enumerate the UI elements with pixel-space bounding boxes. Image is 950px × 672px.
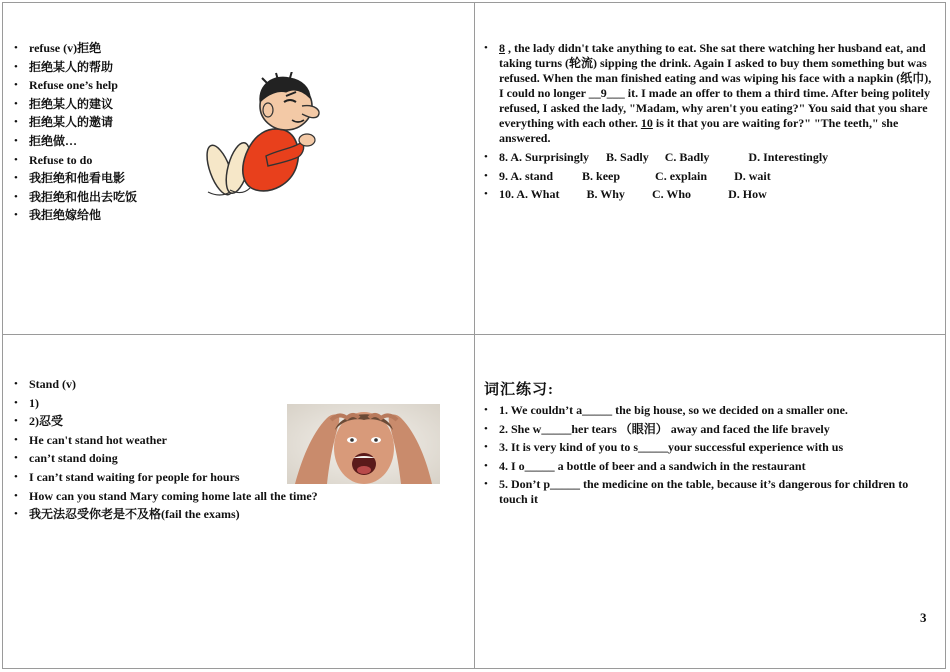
question-9 — [484, 169, 932, 184]
option-c: C. Who — [651, 187, 692, 202]
left-border — [2, 2, 3, 669]
question-8 — [484, 150, 932, 165]
question-number: 9. — [499, 168, 508, 183]
question-number: 8. — [499, 150, 508, 164]
list-item: • 我拒绝嫁给他 — [14, 208, 214, 223]
exercise-item: • 3. It is very kind of you to s_____your successful experience with us — [484, 440, 932, 455]
passage-paragraph — [484, 41, 932, 146]
list-item: • He can't stand hot weather — [14, 433, 454, 448]
list-item: • Refuse one’s help — [14, 78, 214, 93]
blank-10: 10 — [640, 116, 653, 130]
vocab-list — [484, 403, 932, 507]
blank-9: 9 — [600, 86, 607, 100]
slide-refuse — [14, 41, 214, 227]
list-item: • Refuse to do — [14, 153, 214, 168]
option-a: A. Surprisingly — [510, 150, 590, 164]
option-a: A. What — [516, 187, 560, 202]
list-item: • refuse (v)拒绝 — [14, 41, 214, 56]
list-item: • 拒绝某人的建议 — [14, 97, 214, 112]
list-item: • 1) — [14, 396, 454, 411]
list-item: • can’t stand doing — [14, 451, 454, 466]
option-d: D. Interestingly — [748, 150, 829, 164]
list-item: • 2)忍受 — [14, 414, 454, 429]
passage-text-3: is it that you are waiting for?" "The teeth," she answered. — [499, 116, 899, 145]
list-item: • Stand (v) — [14, 377, 454, 392]
refuse-list — [14, 41, 214, 223]
list-item: • 我无法忍受你老是不及格(fail the exams) — [14, 507, 454, 522]
option-d: D. wait — [734, 168, 771, 183]
screaming-man-photo — [287, 404, 440, 484]
list-item: • 我拒绝和他看电影 — [14, 171, 214, 186]
list-item: • 拒绝做… — [14, 134, 214, 149]
option-c: C. Badly — [664, 150, 710, 164]
exercise-item: • 4. I o_____ a bottle of beer and a sandwich in the restaurant — [484, 459, 932, 474]
list-item: • I can’t stand waiting for people for hours — [14, 470, 454, 485]
list-item: • How can you stand Mary coming home late all the time? — [14, 489, 454, 504]
slide-vocab-exercise — [484, 378, 932, 511]
refusing-man-cartoon — [198, 72, 330, 204]
list-item: • 拒绝某人的邀请 — [14, 115, 214, 130]
list-item: • 我拒绝和他出去吃饭 — [14, 190, 214, 205]
question-number: 10. — [499, 187, 514, 202]
option-b: B. Sadly — [606, 150, 649, 164]
passage-text-2: ___ it. I made an offer to them a third time. After being politely refused, I asked the lady, "Madam, why aren't you eating?" You said that you share everything with each other. — [499, 86, 930, 130]
blank-8: 8 — [499, 41, 505, 55]
option-d: D. How — [728, 187, 767, 202]
option-a: A. stand — [510, 168, 554, 183]
option-b: B. Why — [586, 187, 625, 202]
page-number: 3 — [920, 610, 927, 625]
cloze-list — [484, 41, 932, 202]
exercise-item: • 5. Don’t p_____ the medicine on the table, because it’s dangerous for children to touch it — [484, 477, 932, 507]
horizontal-divider — [2, 334, 946, 335]
question-10 — [484, 187, 932, 202]
exercise-item: • 1. We couldn’t a_____ the big house, so we decided on a smaller one. — [484, 403, 932, 418]
slide-cloze-passage — [484, 41, 932, 206]
vertical-divider — [474, 2, 475, 669]
right-border — [945, 2, 946, 669]
option-c: C. explain — [655, 168, 708, 183]
list-item: • 拒绝某人的帮助 — [14, 60, 214, 75]
vocab-title: 词汇练习: — [484, 382, 554, 398]
option-b: B. keep — [582, 168, 621, 183]
exercise-item: • 2. She w_____her tears （眼泪） away and faced the life bravely — [484, 422, 932, 437]
passage-text-1: , the lady didn't take anything to eat. She sat there watching her husband eat, and taking turns (轮流) sipping the drink. Again I asked to buy them something but was refused. When the man finished eating and was wiping his face with a napkin (纸巾), I could no longer __ — [499, 41, 932, 100]
